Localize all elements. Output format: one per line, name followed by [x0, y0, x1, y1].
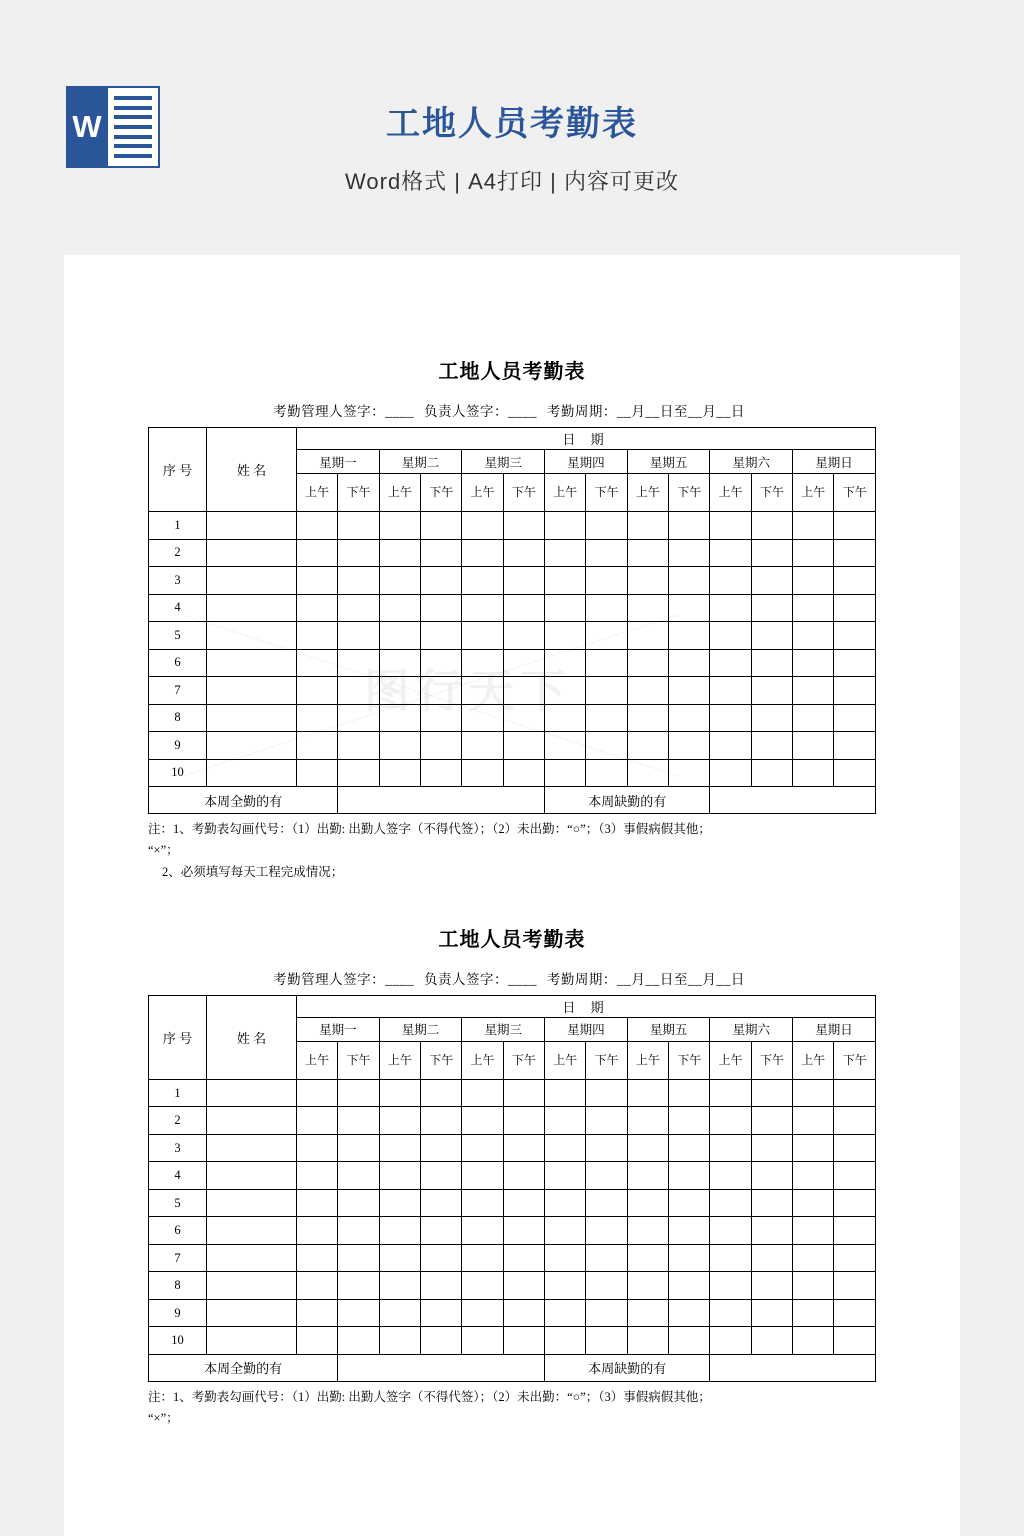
row-name-cell[interactable]	[207, 1134, 297, 1162]
period-label-1: 考勤周期：__月__日至__月__日	[546, 404, 745, 419]
row-name-cell[interactable]	[207, 512, 297, 540]
col-header-half-4-am: 上午	[545, 474, 586, 512]
row-seq: 10	[149, 1327, 207, 1355]
table-row	[149, 622, 876, 650]
row-name-cell[interactable]	[207, 622, 297, 650]
table-title-1: 工地人员考勤表	[438, 361, 586, 383]
row-name-cell[interactable]	[207, 1107, 297, 1135]
row-name-cell[interactable]	[207, 677, 297, 705]
col-header-day-2-fri: 星期五	[627, 1017, 710, 1041]
row-seq: 1	[149, 512, 207, 540]
row-seq: 7	[149, 677, 207, 705]
row-name-cell[interactable]	[207, 649, 297, 677]
table-row	[149, 1079, 876, 1107]
page-title: 工地人员考勤表	[386, 105, 638, 143]
row-seq: 5	[149, 622, 207, 650]
table-row	[149, 1244, 876, 1272]
table-row	[149, 1134, 876, 1162]
col-header-day-1-sat: 星期六	[710, 450, 793, 474]
col-header-b2-half-7-am: 上午	[793, 1041, 834, 1079]
row-seq: 6	[149, 1217, 207, 1245]
row-name-cell[interactable]	[207, 567, 297, 595]
col-header-seq-1: 序 号	[149, 428, 207, 512]
row-name-cell[interactable]	[207, 594, 297, 622]
row-seq: 10	[149, 759, 207, 787]
col-header-date-1: 日 期	[297, 428, 876, 450]
col-header-b2-half-2-am: 上午	[379, 1041, 420, 1079]
col-header-date-2: 日 期	[297, 995, 876, 1017]
note-line-2: “×”；	[148, 843, 179, 858]
table-row	[149, 1107, 876, 1135]
col-header-b2-half-1-am: 上午	[297, 1041, 338, 1079]
row-name-cell[interactable]	[207, 1079, 297, 1107]
row-seq: 9	[149, 732, 207, 760]
table-row	[149, 567, 876, 595]
attendance-table-2	[148, 995, 876, 1382]
attendance-block-2	[148, 923, 876, 1430]
row-name-cell[interactable]	[207, 539, 297, 567]
row-seq: 6	[149, 649, 207, 677]
note-line-4: 注：1、考勤表勾画代号：（1）出勤: 出勤人签字（不得代签）；（2）未出勤：“○”；（3）事假病假其他；	[148, 1389, 711, 1404]
col-header-seq-2: 序 号	[149, 995, 207, 1079]
watermark-text: 图行天下	[364, 665, 572, 717]
table-row	[149, 1189, 876, 1217]
footer-absent-value-2[interactable]	[710, 1354, 876, 1381]
note-line-3: 2、必须填写每天工程完成情况；	[162, 864, 344, 879]
col-header-half-7-pm: 下午	[834, 474, 876, 512]
word-logo-letter: W	[66, 86, 108, 168]
table-footer-row-1	[149, 787, 876, 814]
table-row	[149, 1217, 876, 1245]
footer-full-attendance-label-1: 本周全勤的有	[149, 787, 338, 814]
col-header-half-3-pm: 下午	[503, 474, 544, 512]
col-header-b2-half-5-pm: 下午	[669, 1041, 710, 1079]
col-header-half-6-pm: 下午	[751, 474, 792, 512]
col-header-day-2-sat: 星期六	[710, 1017, 793, 1041]
col-header-day-2-sun: 星期日	[793, 1017, 876, 1041]
word-document-icon	[66, 86, 160, 168]
col-header-b2-half-7-pm: 下午	[834, 1041, 876, 1079]
footer-full-attendance-label-2: 本周全勤的有	[149, 1354, 338, 1381]
document-page	[64, 255, 960, 1536]
row-seq: 5	[149, 1189, 207, 1217]
row-seq: 4	[149, 594, 207, 622]
manager-signature-label-1: 考勤管理人签字：____	[273, 404, 415, 419]
col-header-half-5-pm: 下午	[669, 474, 710, 512]
col-header-b2-half-3-pm: 下午	[503, 1041, 544, 1079]
col-header-day-2-mon: 星期一	[297, 1017, 380, 1041]
col-header-day-1-fri: 星期五	[627, 450, 710, 474]
row-name-cell[interactable]	[207, 1189, 297, 1217]
col-header-b2-half-5-am: 上午	[627, 1041, 668, 1079]
note-line-1: 注：1、考勤表勾画代号：（1）出勤: 出勤人签字（不得代签）；（2）未出勤：“○”；（3）事假病假其他；	[148, 822, 711, 836]
row-seq: 8	[149, 1272, 207, 1300]
col-header-half-5-am: 上午	[627, 474, 668, 512]
col-header-b2-half-2-pm: 下午	[421, 1041, 462, 1079]
table-row	[149, 512, 876, 540]
row-name-cell[interactable]	[207, 1162, 297, 1190]
col-header-half-7-am: 上午	[793, 474, 834, 512]
col-header-b2-half-4-pm: 下午	[586, 1041, 627, 1079]
col-header-half-2-pm: 下午	[421, 474, 462, 512]
col-header-day-1-sun: 星期日	[793, 450, 876, 474]
col-header-name-1: 姓 名	[207, 428, 297, 512]
table-row	[149, 732, 876, 760]
row-name-cell[interactable]	[207, 759, 297, 787]
row-seq: 4	[149, 1162, 207, 1190]
col-header-b2-half-3-am: 上午	[462, 1041, 503, 1079]
owner-signature-label-1: 负责人签字：____	[424, 404, 537, 419]
col-header-half-1-am: 上午	[297, 474, 338, 512]
col-header-half-3-am: 上午	[462, 474, 503, 512]
col-header-day-1-thu: 星期四	[545, 450, 628, 474]
footer-absent-value-1[interactable]	[710, 787, 876, 814]
table-row	[149, 649, 876, 677]
col-header-day-2-thu: 星期四	[545, 1017, 628, 1041]
row-name-cell[interactable]	[207, 1327, 297, 1355]
table-row	[149, 594, 876, 622]
note-line-5: “×”；	[148, 1411, 179, 1425]
page-header	[0, 0, 1024, 255]
row-seq: 7	[149, 1244, 207, 1272]
table-meta-2	[148, 968, 876, 988]
col-header-half-6-am: 上午	[710, 474, 751, 512]
footer-full-attendance-value-1[interactable]	[338, 787, 545, 814]
col-header-b2-half-6-am: 上午	[710, 1041, 751, 1079]
table-row	[149, 759, 876, 787]
row-name-cell[interactable]	[207, 704, 297, 732]
row-seq: 1	[149, 1079, 207, 1107]
col-header-day-1-mon: 星期一	[297, 450, 380, 474]
col-header-b2-half-4-am: 上午	[545, 1041, 586, 1079]
table-row	[149, 539, 876, 567]
col-header-half-4-pm: 下午	[586, 474, 627, 512]
table-row	[149, 677, 876, 705]
col-header-day-1-tue: 星期二	[379, 450, 462, 474]
table-row	[149, 1327, 876, 1355]
table-row	[149, 1272, 876, 1300]
period-label-2: 考勤周期：__月__日至__月__日	[546, 971, 745, 987]
col-header-b2-half-1-pm: 下午	[338, 1041, 379, 1079]
row-seq: 8	[149, 704, 207, 732]
owner-signature-label-2: 负责人签字：____	[424, 971, 537, 987]
table-row	[149, 1299, 876, 1327]
col-header-name-2: 姓 名	[207, 995, 297, 1079]
col-header-half-2-am: 上午	[379, 474, 420, 512]
footer-absent-label-1: 本周缺勤的有	[545, 787, 710, 814]
attendance-table-1	[148, 427, 876, 814]
col-header-day-2-tue: 星期二	[379, 1017, 462, 1041]
row-seq: 2	[149, 1107, 207, 1135]
row-name-cell[interactable]	[207, 1299, 297, 1327]
table-meta-1	[148, 400, 876, 420]
row-seq: 2	[149, 539, 207, 567]
row-seq: 9	[149, 1299, 207, 1327]
row-name-cell[interactable]	[207, 1244, 297, 1272]
footer-absent-label-2: 本周缺勤的有	[545, 1354, 710, 1381]
table-row	[149, 1162, 876, 1190]
row-seq: 3	[149, 567, 207, 595]
col-header-day-1-wed: 星期三	[462, 450, 545, 474]
attendance-block-1	[148, 355, 876, 883]
page-subtitle: Word格式 | A4打印 | 内容可更改	[345, 169, 679, 194]
row-seq: 3	[149, 1134, 207, 1162]
col-header-b2-half-6-pm: 下午	[751, 1041, 792, 1079]
footer-full-attendance-value-2[interactable]	[338, 1354, 545, 1381]
table-notes-1	[148, 819, 876, 883]
manager-signature-label-2: 考勤管理人签字：____	[273, 971, 415, 987]
word-logo-lines	[108, 86, 160, 168]
table-footer-row-2	[149, 1354, 876, 1381]
table-notes-2	[148, 1387, 876, 1430]
row-name-cell[interactable]	[207, 1272, 297, 1300]
col-header-half-1-pm: 下午	[338, 474, 379, 512]
col-header-day-2-wed: 星期三	[462, 1017, 545, 1041]
row-name-cell[interactable]	[207, 732, 297, 760]
table-title-2: 工地人员考勤表	[438, 928, 586, 951]
table-row	[149, 704, 876, 732]
row-name-cell[interactable]	[207, 1217, 297, 1245]
